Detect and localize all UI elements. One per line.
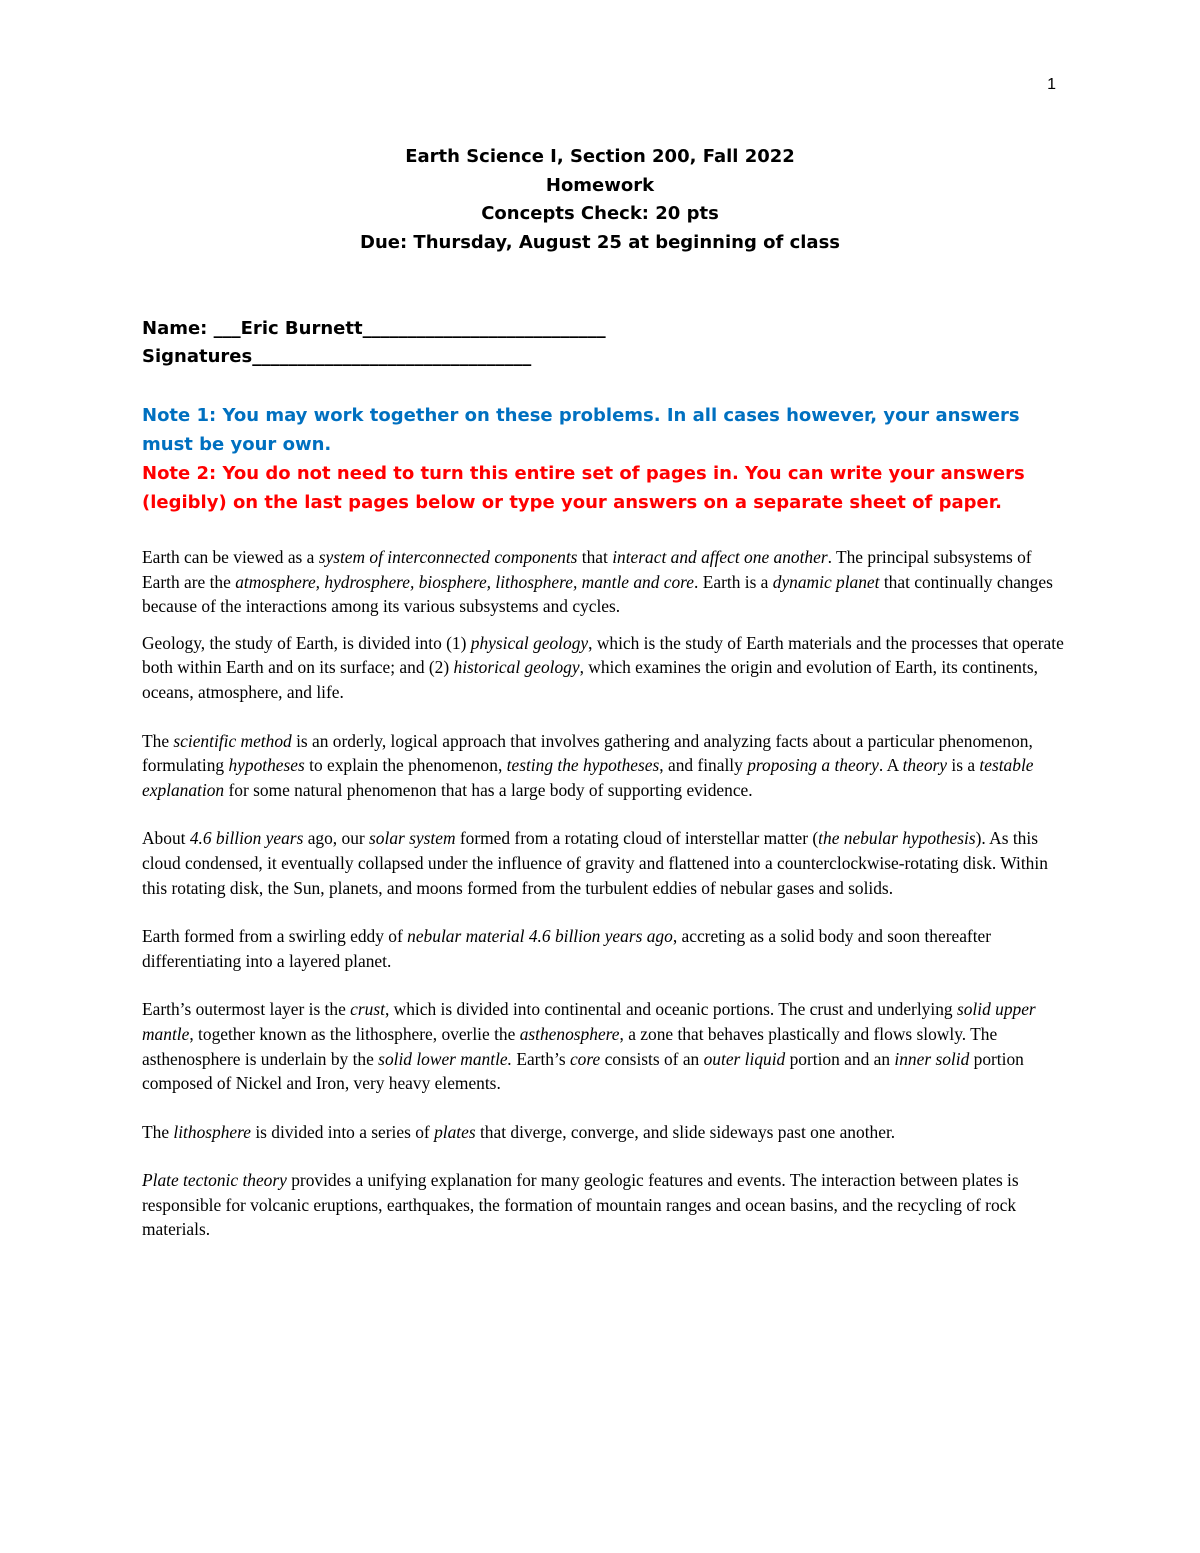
paragraph-solar-system	[142, 826, 1067, 900]
text-run: , accreting as a solid body and soon thereafter differentiating into a layered planet.	[142, 926, 992, 971]
paragraph-earth-system	[142, 545, 1067, 619]
emphasis-term: atmosphere, hydrosphere, biosphere, lithosphere, mantle and core	[235, 571, 695, 592]
text-run: is a	[947, 755, 980, 776]
emphasis-term: the nebular hypothesis	[818, 828, 976, 849]
emphasis-term: outer liquid	[703, 1048, 786, 1069]
emphasis-term: system of interconnected components	[318, 547, 578, 567]
text-run: that continually changes because of the interactions among its various subsystems and cycles.	[142, 571, 1053, 617]
paragraph-earth-layers	[142, 997, 1067, 1095]
text-run: , together known as the lithosphere, overlie the	[189, 1023, 520, 1044]
text-run: Earth formed from a swirling eddy of	[142, 926, 408, 947]
text-run: provides a unifying explanation for many geologic features and events. The interaction between plates is responsible for volcanic eruptions, earthquakes, the formation of mountain ranges and ocean basins, and the recycling of rock materials.	[142, 1170, 1019, 1240]
page-number: 1	[1047, 76, 1056, 93]
text-run: portion composed of Nickel and Iron, very heavy elements.	[142, 1048, 1024, 1094]
paragraph-earth-formation	[142, 924, 1067, 973]
emphasis-term: solid lower mantle.	[378, 1048, 512, 1069]
emphasis-term: historical geology	[453, 657, 580, 678]
emphasis-term: theory	[902, 755, 948, 776]
text-run: ago, our	[303, 828, 370, 849]
emphasis-term: nebular material 4.6 billion years ago	[407, 926, 673, 947]
text-run: , a zone that behaves plastically and flows slowly. The asthenosphere is underlain by the	[142, 1023, 998, 1069]
text-run: that diverge, converge, and slide sideways past one another.	[475, 1121, 896, 1142]
text-run: About	[142, 828, 190, 849]
text-run: Earth can be viewed as a	[142, 547, 319, 567]
paragraph-geology	[142, 631, 1067, 705]
text-run: , which is divided into continental and oceanic portions. The crust and underlying	[384, 999, 957, 1020]
text-run: is divided into a series of	[251, 1121, 435, 1142]
text-run: consists of an	[600, 1048, 704, 1069]
text-run: , which is the study of Earth materials and the processes that operate both within Earth and on its surface; and (2)	[142, 632, 1064, 678]
text-run: . The principal subsystems of Earth are the	[142, 547, 1032, 592]
emphasis-term: 4.6 billion years	[189, 828, 304, 849]
text-run: The	[142, 730, 174, 751]
text-run: to explain the phenomenon,	[304, 755, 507, 776]
note-1: Note 1: You may work together on these problems. In all cases however, your answers must be your own.	[142, 405, 1020, 455]
emphasis-term: inner solid	[894, 1048, 970, 1069]
text-run: that	[577, 547, 613, 567]
emphasis-term: Plate tectonic theory	[142, 1170, 287, 1191]
emphasis-term: physical geology	[470, 632, 589, 653]
emphasis-term: testing the hypotheses	[506, 755, 660, 776]
paragraph-plate-tectonics	[142, 1168, 1067, 1242]
emphasis-term: solar system	[369, 828, 456, 849]
text-run: . A	[878, 755, 903, 776]
emphasis-term: asthenosphere	[519, 1023, 620, 1044]
text-run: Earth’s outermost layer is the	[142, 999, 351, 1020]
text-run: formed from a rotating cloud of interstellar matter (	[455, 828, 819, 849]
emphasis-term: solid upper mantle	[142, 999, 1036, 1044]
emphasis-term: dynamic planet	[772, 571, 880, 592]
name-row	[142, 315, 606, 343]
due-date: Due: Thursday, August 25 at beginning of class	[360, 231, 840, 253]
notes-block	[142, 401, 1062, 517]
emphasis-term: interact and affect one another	[612, 547, 828, 567]
text-run: is an orderly, logical approach that involves gathering and analyzing facts about a particular phenomenon, formulating	[142, 730, 1033, 776]
note-2: Note 2: You do not need to turn this entire set of pages in. You can write your answers (legibly) on the last pages below or type your answers on a separate sheet of paper.	[142, 463, 1025, 513]
emphasis-term: testable explanation	[142, 755, 1034, 800]
paragraph-lithosphere	[142, 1120, 1067, 1145]
text-run: The	[142, 1121, 174, 1142]
signatures-field[interactable]: _______________________________	[252, 346, 532, 367]
text-run: portion and an	[785, 1048, 895, 1069]
name-label: Name:	[142, 318, 214, 339]
document-header	[0, 143, 1200, 257]
signatures-label: Signatures	[142, 346, 253, 367]
text-run: Earth’s	[511, 1048, 570, 1069]
body-text	[142, 545, 1067, 1254]
text-run: , and finally	[659, 755, 748, 776]
text-run: , which examines the origin and evolution of Earth, its continents, oceans, atmosphere, and life.	[142, 657, 1038, 702]
points-label: Concepts Check: 20 pts	[481, 203, 719, 224]
student-fields	[142, 315, 606, 371]
paragraph-scientific-method	[142, 729, 1067, 803]
emphasis-term: plates	[434, 1121, 476, 1142]
emphasis-term: scientific method	[173, 730, 292, 751]
emphasis-term: proposing a theory	[747, 755, 879, 776]
emphasis-term: crust	[350, 999, 385, 1020]
emphasis-term: lithosphere	[173, 1121, 251, 1142]
text-run: . Earth is a	[694, 571, 773, 592]
emphasis-term: hypotheses	[228, 755, 305, 776]
emphasis-term: core	[569, 1048, 601, 1069]
signatures-row	[142, 343, 606, 371]
text-run: for some natural phenomenon that has a large body of supporting evidence.	[224, 779, 753, 800]
text-run: ). As this cloud condensed, it eventually collapsed under the influence of gravity and flattened into a counterclockwise-rotating disk. Within this rotating disk, the Sun, planets, and moons formed from the turbulent eddies of nebular gases and solids.	[142, 828, 1048, 898]
assignment-type: Homework	[545, 174, 655, 196]
course-title: Earth Science I, Section 200, Fall 2022	[405, 146, 795, 167]
name-field[interactable]: ___Eric Burnett___________________________	[213, 318, 606, 339]
text-run: Geology, the study of Earth, is divided into (1)	[142, 632, 471, 653]
